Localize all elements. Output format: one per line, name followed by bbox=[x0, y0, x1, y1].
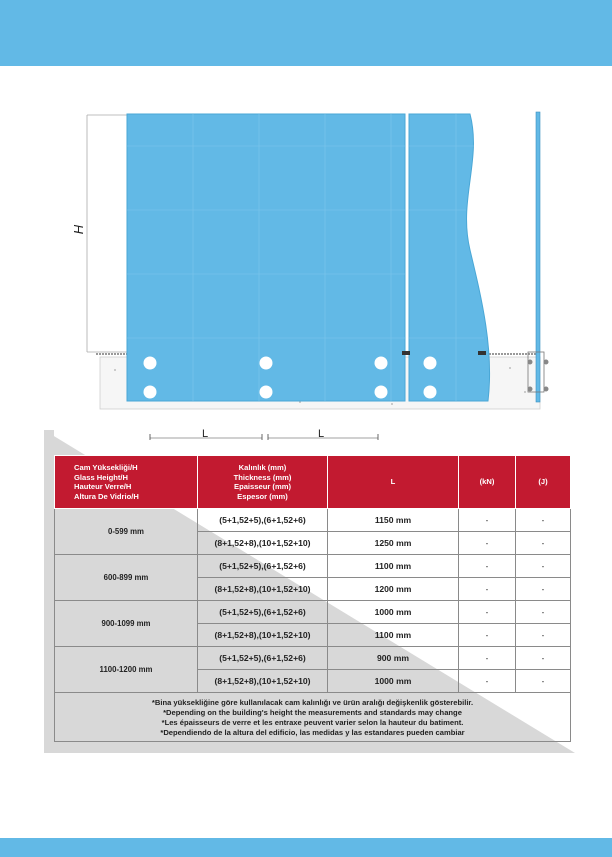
header-spacing: L bbox=[328, 456, 459, 509]
header-j: (J) bbox=[516, 456, 571, 509]
thickness-cell: (8+1,52+8),(10+1,52+10) bbox=[198, 624, 328, 647]
table-row bbox=[55, 647, 571, 670]
spacing-cell: 1000 mm bbox=[328, 670, 459, 693]
height-range-cell: 0-599 mm bbox=[55, 509, 198, 555]
height-range-cell: 900-1099 mm bbox=[55, 601, 198, 647]
bottom-color-band bbox=[0, 838, 612, 857]
thickness-cell: (8+1,52+8),(10+1,52+10) bbox=[198, 578, 328, 601]
spec-header-row bbox=[55, 456, 571, 509]
thickness-cell: (8+1,52+8),(10+1,52+10) bbox=[198, 532, 328, 555]
thickness-cell: (5+1,52+5),(6+1,52+6) bbox=[198, 555, 328, 578]
kn-cell: - bbox=[459, 578, 516, 601]
height-range-cell: 600-899 mm bbox=[55, 555, 198, 601]
spacing-cell: 1150 mm bbox=[328, 509, 459, 532]
kn-cell: - bbox=[459, 601, 516, 624]
kn-cell: - bbox=[459, 509, 516, 532]
table-row bbox=[55, 509, 571, 532]
j-cell: - bbox=[516, 601, 571, 624]
spacing-cell: 1100 mm bbox=[328, 624, 459, 647]
kn-cell: - bbox=[459, 555, 516, 578]
spacing-label-1: L bbox=[202, 428, 209, 440]
kn-cell: - bbox=[459, 670, 516, 693]
header-thickness: Kalınlık (mm) Thickness (mm) Epaisseur (mm) Espesor (mm) bbox=[198, 456, 328, 509]
header-kn: (kN) bbox=[459, 456, 516, 509]
spacing-label-2: L bbox=[318, 428, 325, 440]
kn-cell: - bbox=[459, 647, 516, 670]
header-glass-height: Cam Yüksekliği/H Glass Height/H Hauteur Verre/H Altura De Vidrio/H bbox=[55, 456, 198, 509]
height-range-cell: 1100-1200 mm bbox=[55, 647, 198, 693]
spacing-cell: 1100 mm bbox=[328, 555, 459, 578]
j-cell: - bbox=[516, 578, 571, 601]
height-dimension-label: H bbox=[71, 224, 87, 235]
kn-cell: - bbox=[459, 624, 516, 647]
thickness-cell: (5+1,52+5),(6+1,52+6) bbox=[198, 601, 328, 624]
footnote-fr: *Les épaisseurs de verre et les entraxe peuvent varier selon la hauteur du batiment. bbox=[161, 718, 464, 727]
thickness-cell: (5+1,52+5),(6+1,52+6) bbox=[198, 509, 328, 532]
footnote-tr: *Bina yüksekliğine göre kullanılacak cam kalınlığı ve ürün aralığı değişkenlik gösterebilir. bbox=[151, 698, 474, 708]
j-cell: - bbox=[516, 670, 571, 693]
spacing-cell: 1200 mm bbox=[328, 578, 459, 601]
table-row bbox=[55, 555, 571, 578]
spec-table bbox=[54, 455, 571, 742]
spacing-cell: 900 mm bbox=[328, 647, 459, 670]
table-row bbox=[55, 601, 571, 624]
kn-cell: - bbox=[459, 532, 516, 555]
j-cell: - bbox=[516, 555, 571, 578]
footnotes-cell bbox=[55, 693, 571, 742]
notes-row bbox=[55, 693, 571, 742]
j-cell: - bbox=[516, 647, 571, 670]
footnote-en: *Depending on the building's height the measurements and standards may change bbox=[163, 708, 462, 718]
footnote-es: *Dependiendo de la altura del edificio, las medidas y las estandares pueden cambiar bbox=[160, 727, 465, 737]
j-cell: - bbox=[516, 509, 571, 532]
j-cell: - bbox=[516, 624, 571, 647]
j-cell: - bbox=[516, 532, 571, 555]
thickness-cell: (8+1,52+8),(10+1,52+10) bbox=[198, 670, 328, 693]
spacing-cell: 1000 mm bbox=[328, 601, 459, 624]
spacing-cell: 1250 mm bbox=[328, 532, 459, 555]
thickness-cell: (5+1,52+5),(6+1,52+6) bbox=[198, 647, 328, 670]
spec-table-block bbox=[44, 430, 575, 753]
